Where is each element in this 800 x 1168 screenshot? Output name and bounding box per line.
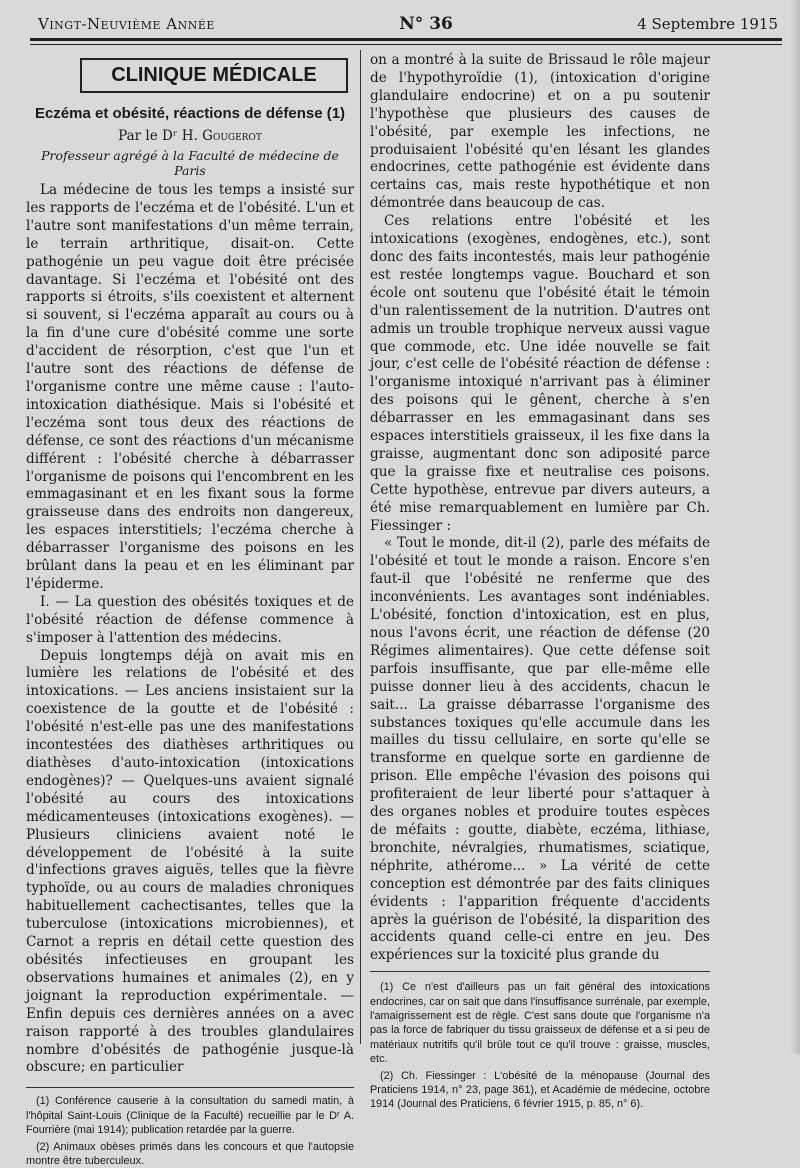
- header-date: 4 Septembre 1915: [637, 15, 778, 33]
- paragraph: I. — La question des obésités toxiques et de l'obésité réaction de défense commence à s'imposer à l'attention des médecins.: [26, 593, 354, 646]
- header-rule-thin: [30, 44, 782, 45]
- running-header: [38, 14, 778, 36]
- footnote-divider: [26, 1087, 354, 1088]
- article-title: Eczéma et obésité, réactions de défense (1): [34, 105, 346, 122]
- column-divider: [360, 50, 361, 1044]
- header-issue-number: N° 36: [399, 14, 453, 34]
- header-rule-thick: [30, 38, 782, 41]
- section-heading: CLINIQUE MÉDICALE: [80, 58, 348, 93]
- footnote-divider: [370, 971, 710, 972]
- paragraph: La médecine de tous les temps a insisté sur les rapports de l'eczéma et de l'obésité. L'un et l'autre sont manifestations d'un même terrain, le terrain arthritique, disait-on. Cette pathogénie un peu vague doit être précisée davantage. Si l'eczéma et l'obésité ont des rapports si étroits, s'ils coexistent et alternent si souvent, si l'eczéma apparaît au cours ou à la fin d'une cure d'obésité comme une sorte d'accident de résorption, c'est que l'un et l'autre sont des réactions de défense de l'organisme contre une même cause : l'auto-intoxication diathésique. Mais si l'obésité et l'eczéma sont tous deux des réactions de défense, ce sont des réactions d'un mécanisme différent : l'obésité cherche à débarrasser l'organisme de poisons qui l'encombrent en les emmagasinant et en les fixant sous la forme graisseuse dans des endroits non dangereux, les espaces interstitiels; l'eczéma cherche à débarrasser l'organisme des poisons en les brûlant dans la peau et en les éliminant par l'épiderme.: [26, 182, 354, 592]
- author-name: Gougerot: [202, 128, 262, 144]
- footnote: (2) Animaux obèses primés dans les concours et que l'autopsie montre être tuberculeux.: [26, 1140, 354, 1167]
- paragraph: Ces relations entre l'obésité et les intoxications (exogènes, endogènes, etc.), sont donc des faits incontestés, mais leur pathogénie est restée longtemps vague. Bouchard et son école ont soutenu que l'obésité était le témoin d'un ralentissement de la nutrition. D'autres ont admis un trouble trophique nerveux aussi vague que commode, etc. Une idée nouvelle se fait jour, c'est celle de l'obésité réaction de défense : l'organisme intoxiqué n'arrivant pas à éliminer des poisons qui le gênent, cherche à s'en débarrasser en les emmagasinant dans ses espaces interstitiels graisseux, il les fixe dans la graisse, augmentant donc son adiposité parce que la graisse fixe et neutralise ces poisons. Cette hypothèse, entrevue par divers auteurs, a été mise remarquablement en lumière par Ch. Fiessinger :: [370, 213, 710, 534]
- page-edge-shadow: [790, 0, 800, 1054]
- author-affiliation: Professeur agrégé à la Faculté de médecine de Paris: [41, 148, 339, 178]
- paragraph: Depuis longtemps déjà on avait mis en lumière les relations de l'obésité et des intoxications. — Les anciens insistaient sur la coexistence de la goutte et de l'obésité : l'obésité n'est-elle pas une des manifestations incontestées des diathèses arthritiques ou diathèses d'auto-intoxication (intoxications endogènes)? — Quelques-uns avaient signalé l'obésité au cours des intoxications médicamenteuses (intoxications exogènes). — Plusieurs cliniciens avaient noté le développement de l'obésité à la suite d'infections graves aiguës, telles que la fièvre typhoïde, ou au cours de maladies chroniques habituellement cachectisantes, telles que la tuberculose (intoxications microbiennes), et Carnot a repris en détail cette question des obésités infectieuses en groupant les observations humaines et animales (2), en y joignant la reproduction expérimentale. — Enfin depuis ces dernières années on a avec raison rapporté à des troubles glandulaires nombre d'obésités de pathogénie jusque-là obscure; en particulier: [26, 647, 354, 1076]
- left-column: [26, 54, 354, 1167]
- article-byline: [26, 128, 354, 144]
- paragraph: on a montré à la suite de Brissaud le rôle majeur de l'hypothyroïdie (1), (intoxication d'origine glandulaire endocrine) et on a pu soutenir l'hypothèse que plusieurs des causes de l'obésité, par exemple les infections, ne produisaient l'obésité qu'en lésant les glandes endocrines, cette pathogénie est évidente dans certains cas, mais reste hypothétique et non démontrée dans beaucoup de cas.: [370, 52, 710, 212]
- footnote: (2) Ch. Fiessinger : L'obésité de la ménopause (Journal des Praticiens 1914, n° 23, page 361), et Académie de médecine, octobre 1914 (Journal des Praticiens, 6 février 1915, p. 85, n° 6).: [370, 1069, 710, 1111]
- byline-prefix: Par le Dʳ H.: [118, 128, 203, 144]
- footnote: (1) Ce n'est d'ailleurs pas un fait général des intoxications endocrines, car on sait que dans l'insuffisance surrénale, par exemple, l'amaigrissement est de règle. C'est sans doute que l'organisme n'a pas la force de fabriquer du tissu graisseux de défense et a si peu de matériaux nutritifs qu'il brûle tout ce qu'il trouve : graisse, muscles, etc.: [370, 981, 710, 1066]
- header-year: Vingt-Neuvième Année: [38, 15, 215, 33]
- paragraph: « Tout le monde, dit-il (2), parle des méfaits de l'obésité et tout le monde a raison. Encore s'en faut-il que l'obésité ne renferme que des inconvénients. Les avantages sont indéniables. L'obésité, fonction d'intoxication, est en plus, nous l'avons écrit, une réaction de défense (20 Régimes alimentaires). Que cette défense soit parfois insuffisante, que par elle-même elle puisse donner lieu à des accidents, chacun le sait... La graisse débarrasse l'organisme des substances toxiques qu'elle accumule dans les mailles du tissu cellulaire, en sorte qu'elle se transforme en quelque sorte en gardienne de prison. Elle empêche l'évasion des poisons qui profiteraient de leur liberté pour s'attaquer à des organes nobles et produire toutes espèces de méfaits : goutte, diabète, eczéma, lithiase, bronchite, névralgies, rhumatismes, sciatique, néphrite, athérome... » La vérité de cette conception est démontrée par des faits cliniques évidents : l'apparition fréquente d'accidents après la guérison de l'obésité, la disparition des accidents quand celle-ci entre en jeu. Des expériences sur la toxicité plus grande du: [370, 535, 710, 964]
- footnote: (1) Conférence causerie à la consultation du samedi matin, à l'hôpital Saint-Louis (Clinique de la Faculté) recueillie par le Dʳ A. Fourrière (mai 1914); publication retardée par la guerre.: [26, 1095, 354, 1137]
- right-column: [370, 52, 710, 1111]
